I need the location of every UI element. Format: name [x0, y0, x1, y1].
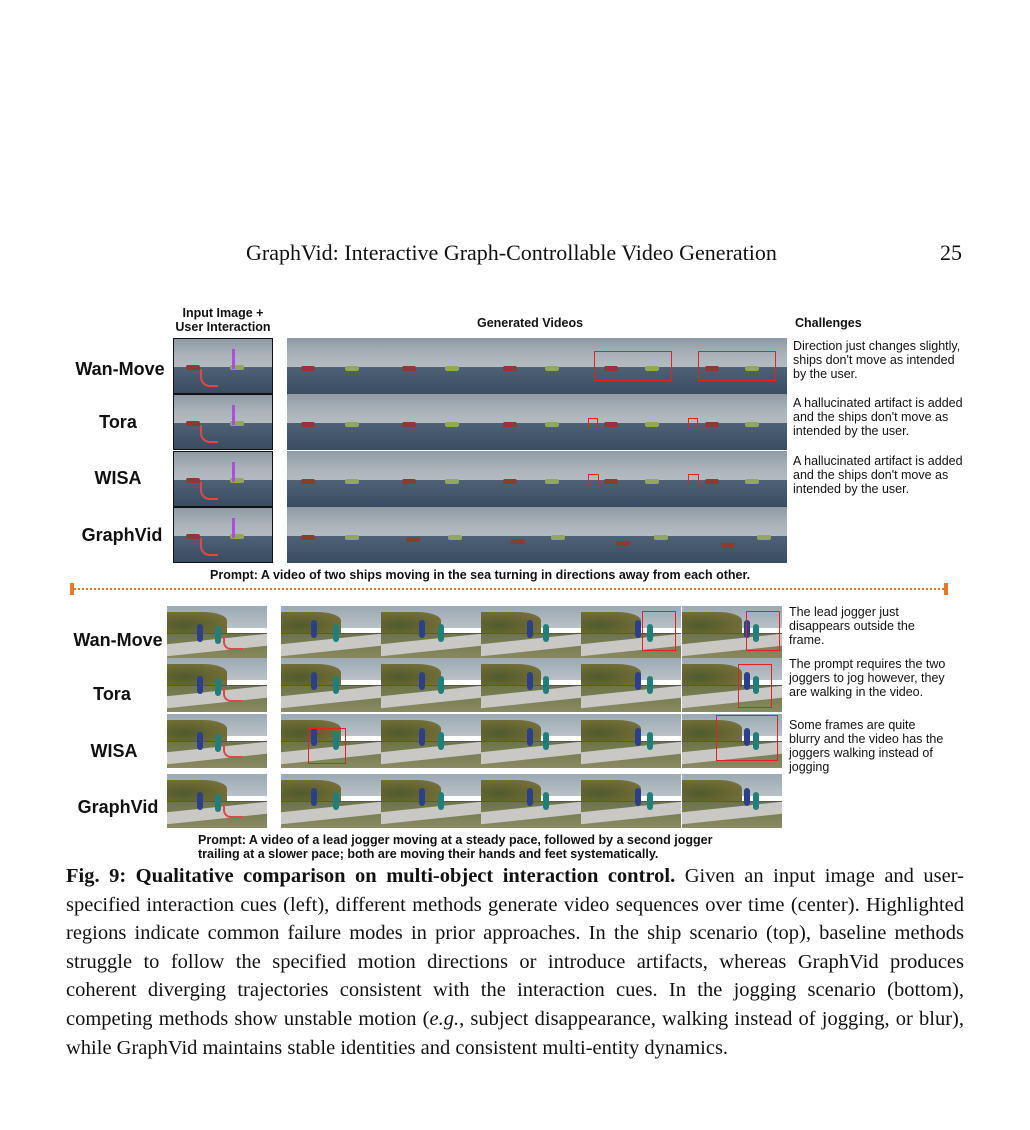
runner-second — [543, 624, 549, 642]
column-header-input-line2: User Interaction — [175, 320, 271, 334]
jog-prompt-line1: Prompt: A video of a lead jogger moving at a steady pace, followed by a second jogger — [198, 833, 713, 847]
ship-generated-frame — [487, 507, 587, 563]
jog-method-label-wisa: WISA — [90, 741, 138, 761]
ship-generated-frame — [487, 451, 587, 507]
runner-lead — [744, 788, 750, 806]
runner-second — [647, 732, 653, 750]
ship-generated-frame — [687, 451, 787, 507]
ship-green — [645, 479, 659, 484]
water — [687, 480, 787, 507]
ship-red — [301, 422, 315, 427]
trees — [581, 780, 641, 802]
sky — [287, 338, 387, 367]
highlight-box — [746, 611, 780, 651]
interaction-arrow-red — [200, 482, 218, 500]
runner-lead — [419, 672, 425, 690]
ship-green — [645, 422, 659, 427]
ship-red — [604, 479, 618, 484]
jog-input-thumbnail — [167, 714, 267, 768]
ship-red — [503, 366, 517, 371]
caption-eg: e.g. — [429, 1007, 460, 1030]
water — [287, 367, 387, 394]
jog-prompt — [198, 833, 798, 861]
ship-method-label-graphvid: GraphVid — [81, 525, 163, 545]
runner-second — [543, 732, 549, 750]
sky — [587, 451, 687, 480]
runner-second — [438, 624, 444, 642]
runner-lead — [197, 624, 203, 642]
ship-red — [721, 543, 735, 548]
runner-lead — [197, 676, 203, 694]
jog-input-thumbnail — [167, 658, 267, 712]
jog-method-label-tora: Tora — [93, 684, 131, 704]
trees — [381, 612, 441, 634]
runner-lead — [635, 620, 641, 638]
runner-lead — [197, 792, 203, 810]
highlight-box — [588, 418, 598, 430]
trees — [682, 612, 742, 634]
railing — [682, 801, 782, 802]
divider-left-cap — [70, 583, 74, 595]
sky — [687, 451, 787, 480]
sky — [487, 338, 587, 367]
column-header-input-line1: Input Image + — [182, 306, 264, 320]
ship-green — [345, 479, 359, 484]
jog-generated-frame — [581, 774, 681, 828]
trees — [381, 664, 441, 686]
water — [687, 536, 787, 563]
jog-generated-frame — [481, 658, 581, 712]
ship-method-label-tora: Tora — [99, 412, 137, 432]
ship-red — [503, 479, 517, 484]
sky — [487, 451, 587, 480]
sky — [387, 507, 487, 536]
water — [487, 536, 587, 563]
ship-red — [402, 366, 416, 371]
ship-green — [448, 535, 462, 540]
water — [387, 480, 487, 507]
interaction-arrow-purple — [232, 518, 235, 538]
water — [587, 536, 687, 563]
sky — [387, 394, 487, 423]
runner-second — [215, 794, 221, 812]
runner-lead — [527, 620, 533, 638]
ship-input-thumbnail — [173, 338, 273, 394]
divider-right-cap — [944, 583, 948, 595]
ship-red — [186, 478, 200, 483]
water — [687, 423, 787, 450]
caption-text-1: Given an input image and user-specified interaction cues (left), different methods generate video sequences over time (center). Highlighted regions indicate common failure modes in prior approaches. In the ship scenario (top), baseline methods struggle to follow the specified motion directions or introduce artifacts, whereas GraphVid produces coherent diverging trajectories consistent with the interaction cues. In the jogging scenario (bottom), competing methods show unstable motion ( — [66, 865, 964, 1030]
interaction-arrow-red — [200, 425, 218, 443]
railing — [281, 685, 381, 686]
ship-red — [511, 539, 525, 544]
runner-second — [438, 792, 444, 810]
ship-challenge-wisa: A hallucinated artifact is added and the ships don't move as intended by the user. — [793, 454, 963, 496]
ship-generated-frame — [487, 338, 587, 394]
water — [487, 480, 587, 507]
figure-caption — [66, 862, 964, 1062]
ship-generated-frame — [287, 338, 387, 394]
ship-red — [301, 366, 315, 371]
trees — [682, 664, 742, 686]
jog-generated-frame — [481, 774, 581, 828]
runner-lead — [311, 672, 317, 690]
runner-second — [543, 676, 549, 694]
caption-label: Fig. 9: Qualitative comparison on multi-object interaction control. — [66, 865, 676, 887]
interaction-arrow-red — [200, 538, 218, 556]
interaction-arrow-red — [223, 688, 243, 702]
highlight-box — [738, 664, 772, 708]
ship-red — [186, 534, 200, 539]
sky — [687, 394, 787, 423]
jog-generated-frame — [481, 714, 581, 768]
jog-generated-frame — [381, 774, 481, 828]
ship-red — [616, 541, 630, 546]
ship-green — [745, 479, 759, 484]
highlight-box — [594, 351, 672, 381]
railing — [381, 801, 481, 802]
ship-red — [186, 421, 200, 426]
sky — [587, 394, 687, 423]
sky — [587, 507, 687, 536]
trees — [581, 664, 641, 686]
railing — [381, 633, 481, 634]
railing — [281, 801, 381, 802]
sky — [174, 395, 272, 423]
water — [174, 367, 272, 393]
ship-generated-frame — [287, 451, 387, 507]
ship-green — [757, 535, 771, 540]
highlight-box — [716, 715, 778, 761]
sky — [687, 507, 787, 536]
ship-generated-frame — [387, 338, 487, 394]
ship-red — [301, 479, 315, 484]
runner-lead — [635, 672, 641, 690]
highlight-box — [308, 728, 346, 764]
railing — [581, 741, 681, 742]
ship-red — [301, 535, 315, 540]
ship-green — [545, 479, 559, 484]
jog-generated-frame — [381, 606, 481, 660]
water — [174, 480, 272, 506]
ship-green — [545, 422, 559, 427]
water — [587, 480, 687, 507]
highlight-box — [588, 474, 599, 488]
jog-method-label-graphvid: GraphVid — [77, 797, 159, 817]
water — [174, 536, 272, 562]
scenario-divider — [70, 588, 948, 590]
ship-green — [551, 535, 565, 540]
ship-green — [545, 366, 559, 371]
ship-generated-frame — [387, 507, 487, 563]
sky — [174, 339, 272, 367]
interaction-arrow-red — [223, 804, 243, 818]
sky — [487, 507, 587, 536]
page-number: 25 — [940, 240, 962, 265]
ship-generated-frame — [687, 507, 787, 563]
runner-second — [333, 676, 339, 694]
ship-red — [705, 422, 719, 427]
runner-second — [438, 676, 444, 694]
ship-input-thumbnail — [173, 507, 273, 563]
water — [587, 423, 687, 450]
runner-second — [333, 792, 339, 810]
ship-generated-frame — [287, 394, 387, 450]
sky — [287, 507, 387, 536]
sky — [174, 508, 272, 536]
ship-green — [345, 422, 359, 427]
interaction-arrow-purple — [232, 349, 235, 369]
ship-input-thumbnail — [173, 394, 273, 450]
runner-lead — [635, 788, 641, 806]
runner-second — [647, 792, 653, 810]
water — [487, 367, 587, 394]
trees — [381, 780, 441, 802]
runner-second — [753, 792, 759, 810]
interaction-arrow-red — [223, 744, 243, 758]
ship-challenge-wan-move: Direction just changes slightly, ships don't move as intended by the user. — [793, 339, 961, 381]
ship-challenge-tora: A hallucinated artifact is added and the ships don't move as intended by the user. — [793, 396, 963, 438]
ship-green — [745, 422, 759, 427]
ship-generated-frame — [687, 394, 787, 450]
ship-generated-frame — [587, 507, 687, 563]
jog-generated-frame — [581, 658, 681, 712]
ship-prompt: Prompt: A video of two ships moving in the sea turning in directions away from each other. — [210, 568, 751, 582]
ship-input-thumbnail — [173, 451, 273, 507]
jog-generated-frame — [682, 774, 782, 828]
interaction-arrow-purple — [232, 405, 235, 425]
jog-generated-frame — [281, 658, 381, 712]
ship-green — [445, 366, 459, 371]
water — [287, 423, 387, 450]
sky — [287, 394, 387, 423]
railing — [581, 801, 681, 802]
trees — [381, 720, 441, 742]
trees — [581, 612, 641, 634]
runner-lead — [311, 620, 317, 638]
interaction-arrow-red — [223, 636, 243, 650]
jog-generated-frame — [381, 714, 481, 768]
jog-generated-frame — [381, 658, 481, 712]
trees — [682, 780, 742, 802]
runner-second — [647, 676, 653, 694]
highlight-box — [688, 474, 699, 488]
runner-lead — [635, 728, 641, 746]
runner-lead — [419, 620, 425, 638]
ship-red — [503, 422, 517, 427]
highlight-box — [642, 611, 676, 651]
ship-red — [705, 479, 719, 484]
railing — [281, 633, 381, 634]
column-header-generated: Generated Videos — [476, 316, 584, 330]
sky — [287, 451, 387, 480]
ship-generated-frame — [287, 507, 387, 563]
jog-generated-frame — [581, 714, 681, 768]
runner-second — [215, 734, 221, 752]
jog-challenge-tora: The prompt requires the two joggers to jog however, they are walking in the video. — [789, 657, 946, 699]
ship-red — [604, 422, 618, 427]
runner-lead — [527, 672, 533, 690]
highlight-box — [698, 351, 776, 381]
ship-green — [345, 366, 359, 371]
jog-generated-frame — [281, 774, 381, 828]
jog-input-thumbnail — [167, 606, 267, 660]
ship-green — [654, 535, 668, 540]
ship-generated-frame — [587, 394, 687, 450]
ship-generated-frame — [587, 451, 687, 507]
jog-challenge-wan-move: The lead jogger just disappears outside the frame. — [789, 605, 915, 647]
water — [387, 367, 487, 394]
railing — [381, 685, 481, 686]
runner-lead — [527, 788, 533, 806]
jog-method-label-wan-move: Wan-Move — [73, 630, 163, 650]
ship-method-label-wan-move: Wan-Move — [75, 359, 165, 379]
ship-green — [445, 422, 459, 427]
water — [174, 423, 272, 449]
jog-generated-frame — [481, 606, 581, 660]
sky — [387, 451, 487, 480]
running-header-title: GraphVid: Interactive Graph-Controllable Video Generation — [246, 240, 777, 265]
runner-second — [215, 626, 221, 644]
interaction-arrow-purple — [232, 462, 235, 482]
water — [387, 536, 487, 563]
runner-second — [438, 732, 444, 750]
jog-input-thumbnail — [167, 774, 267, 828]
sky — [174, 452, 272, 480]
jog-challenge-wisa: Some frames are quite blurry and the video has the joggers walking instead of jogging — [789, 718, 944, 774]
ship-red — [186, 365, 200, 370]
jog-generated-frame — [281, 606, 381, 660]
railing — [381, 741, 481, 742]
ship-red — [406, 537, 420, 542]
column-header-challenges: Challenges — [795, 316, 862, 330]
runner-lead — [311, 788, 317, 806]
railing — [581, 685, 681, 686]
interaction-arrow-red — [200, 369, 218, 387]
ship-generated-frame — [387, 451, 487, 507]
ship-red — [402, 422, 416, 427]
caption-text-2: , subject disappearance, walking instead of jogging, or blur), while GraphVid maintains stable identities and consistent multi-entity dynamics. — [66, 1007, 965, 1059]
highlight-box — [688, 418, 698, 430]
runner-lead — [197, 732, 203, 750]
runner-second — [215, 678, 221, 696]
ship-generated-frame — [487, 394, 587, 450]
runner-second — [333, 624, 339, 642]
water — [287, 536, 387, 563]
sky — [487, 394, 587, 423]
sky — [387, 338, 487, 367]
trees — [581, 720, 641, 742]
ship-generated-frame — [387, 394, 487, 450]
column-header-input — [170, 306, 276, 334]
jog-prompt-line2: trailing at a slower pace; both are moving their hands and feet systematically. — [198, 847, 659, 861]
ship-green — [345, 535, 359, 540]
ship-red — [402, 479, 416, 484]
water — [387, 423, 487, 450]
runner-lead — [527, 728, 533, 746]
water — [287, 480, 387, 507]
runner-lead — [419, 788, 425, 806]
runner-lead — [419, 728, 425, 746]
ship-method-label-wisa: WISA — [94, 468, 142, 488]
water — [487, 423, 587, 450]
ship-green — [445, 479, 459, 484]
runner-second — [543, 792, 549, 810]
